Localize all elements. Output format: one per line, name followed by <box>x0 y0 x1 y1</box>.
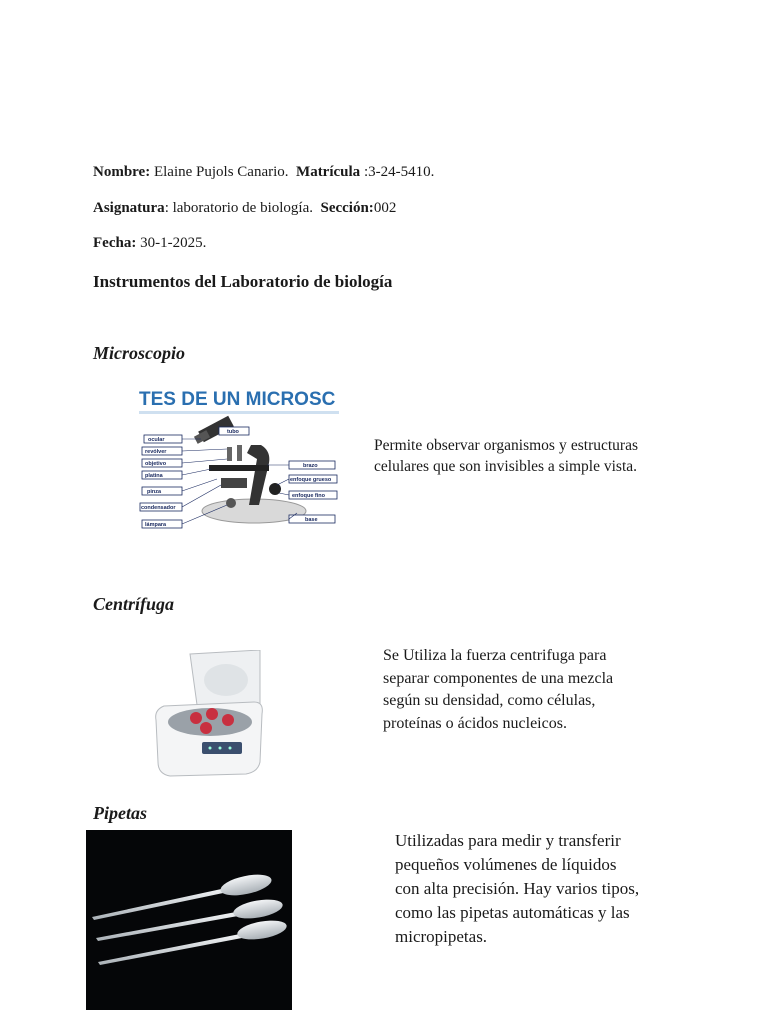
fecha-label: Fecha: <box>93 235 137 251</box>
pipettes-svg <box>86 830 292 1010</box>
svg-text:pinza: pinza <box>147 489 162 495</box>
document-title: Instrumentos del Laboratorio de biología <box>93 272 393 291</box>
centrifuge-button-shape <box>229 747 232 750</box>
seccion-value: 002 <box>373 200 397 216</box>
diagram-label-platina <box>142 469 211 479</box>
centrifuge-tube-shape <box>200 722 212 734</box>
microscope-condenser-shape <box>221 478 247 488</box>
centrifuge-lid-inner-shape <box>204 664 248 696</box>
microscope-diagram-svg <box>139 383 341 535</box>
seccion-label: Sección: <box>320 200 374 216</box>
diagram-label-ocular <box>144 435 201 443</box>
centrifuge-button-shape <box>209 747 212 750</box>
svg-text:lámpara: lámpara <box>145 522 167 528</box>
pipetas-description: Utilizadas para medir y transferir pequeños volúmenes de líquidos con alta precisión. Hay varios tipos, como las pipetas automáticas y las micropipetas. <box>395 831 640 946</box>
microscope-objective-shape <box>227 447 232 461</box>
svg-text:enfoque fino: enfoque fino <box>292 493 325 499</box>
microscope-diagram <box>139 383 341 535</box>
centrifuge-tube-shape <box>190 712 202 724</box>
svg-text:brazo: brazo <box>303 463 318 469</box>
section-heading-centrifuga: Centrífuga <box>93 594 175 614</box>
nombre-label: Nombre: <box>93 164 151 180</box>
centrifuge-tube-shape <box>206 708 218 720</box>
nombre-line <box>93 164 434 181</box>
diagram-label-pinza <box>142 479 217 495</box>
section-heading-pipetas: Pipetas <box>93 803 147 823</box>
pipettes-image <box>86 830 292 1010</box>
svg-text:condensador: condensador <box>141 505 176 511</box>
diagram-label-brazo <box>267 461 335 469</box>
section-heading-microscopio: Microscopio <box>93 343 185 363</box>
svg-text:platina: platina <box>145 473 163 479</box>
asignatura-label: Asignatura <box>93 200 165 216</box>
matricula-label: Matrícula <box>296 164 361 180</box>
svg-text:enfoque grueso: enfoque grueso <box>290 477 332 483</box>
banner-divider <box>139 411 339 414</box>
pipette-shape <box>98 917 288 965</box>
asignatura-value: : laboratorio de biología. <box>164 200 313 216</box>
microscope-stage-shape <box>209 465 269 471</box>
microscopio-description: Permite observar organismos y estructuras celulares que son invisibles a simple vista. <box>374 437 638 475</box>
microscope-objective-shape <box>237 445 242 461</box>
centrifuge-svg <box>150 650 268 780</box>
microscope-arm-shape <box>247 445 269 505</box>
centrifuga-description: Se Utiliza la fuerza centrifuga para separar componentes de una mezcla según su densidad, como células, proteínas o ácidos nucleicos. <box>383 647 614 732</box>
centrifuge-tube-shape <box>222 714 234 726</box>
microscope-lamp-shape <box>226 498 236 508</box>
nombre-value: Elaine Pujols Canario. <box>150 164 289 180</box>
centrifuge-panel-shape <box>202 742 242 754</box>
diagram-label-revolver <box>142 447 227 455</box>
matricula-value: :3-24-5410. <box>360 164 435 180</box>
fecha-line <box>93 235 206 252</box>
asignatura-line <box>93 200 396 217</box>
svg-text:tubo: tubo <box>227 429 239 435</box>
svg-text:base: base <box>305 517 318 523</box>
centrifuge-image <box>150 650 268 780</box>
diagram-banner: TES DE UN MICROSC <box>139 389 336 410</box>
centrifuge-button-shape <box>219 747 222 750</box>
diagram-label-enfoque-grueso <box>277 475 337 485</box>
fecha-value: 30-1-2025. <box>136 235 207 251</box>
diagram-label-tubo <box>219 427 249 435</box>
svg-text:ocular: ocular <box>148 437 165 443</box>
svg-text:revólver: revólver <box>145 449 167 455</box>
svg-text:objetivo: objetivo <box>145 461 167 467</box>
diagram-label-enfoque-fino <box>279 491 337 499</box>
